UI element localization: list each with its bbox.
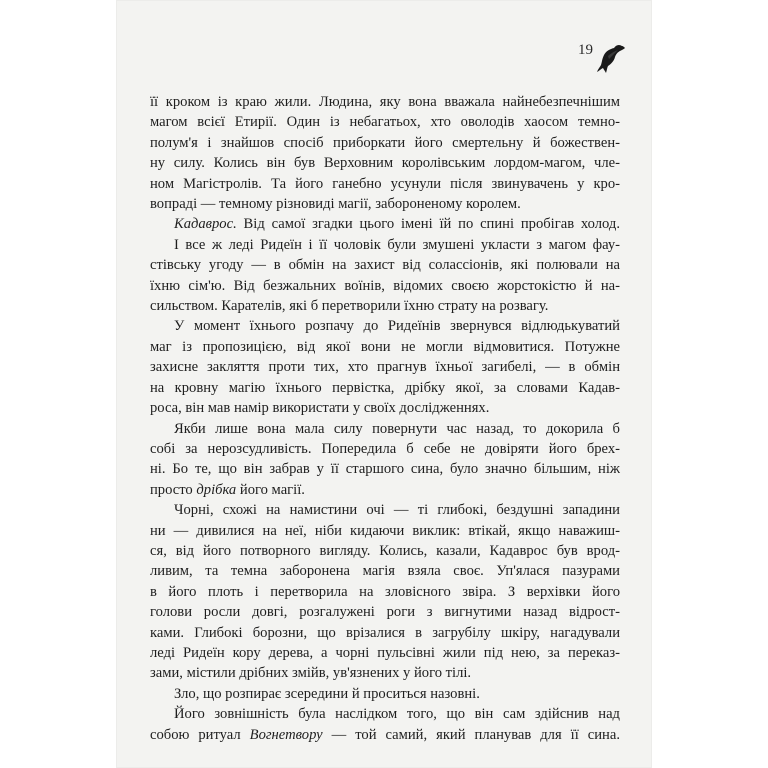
- italic-text: Вогнетвору: [249, 726, 323, 743]
- text-line: леді Ридеїн кору дерева, а чорні пульсівні жили під нею, за переказ-: [150, 644, 620, 661]
- text-line: ками. Глибокі борозни, що врізалися в загрубілу шкіру, нагадували: [150, 624, 620, 641]
- text-line: полум'я і знайшов спосіб приборкати його смертельну й божествен-: [150, 134, 620, 151]
- text-line: зами, містили дрібних змійв, ув'язнених у його тілі.: [150, 665, 472, 682]
- text-line: ні. Бо те, що він забрав у її старшого сина, було значно більшим, ніж: [150, 461, 620, 478]
- text-line: маг із пропозицією, від якої вони не могли відмовитися. Потужне: [150, 338, 620, 355]
- text-line: І все ж леді Ридеїн і її чоловік були змушені укласти з магом фау-: [174, 236, 620, 253]
- text-line: в його плоть і перетворила на зловісного звіра. З верхівки його: [150, 583, 620, 600]
- text-line: Його зовнішність була наслідком того, що він сам здійснив над: [174, 706, 620, 723]
- italic-text: дрібка: [196, 481, 237, 498]
- text-line: ся, від його потворного вигляду. Колись, казали, Кадаврос був врод-: [150, 542, 620, 559]
- text-line: собою ритуал Вогнетвору — той самий, який планував для її сина.: [150, 726, 620, 743]
- text-line: їхню сім'ю. Від безжальних воїнів, відомих своєю жорстокістю й на-: [150, 277, 620, 294]
- text-line: вопраді — темному різновиді магії, забороненому королем.: [150, 196, 521, 213]
- italic-text: Кадаврос.: [174, 216, 237, 233]
- body-text: [150, 92, 620, 745]
- text-line: Кадаврос. Від самої згадки цього імені їй по спині пробігав холод.: [174, 216, 620, 233]
- text-line: ни — дивилися на неї, ніби кидаючи виклик: втікай, якщо наважиш-: [150, 522, 620, 539]
- text-line: голови росли довгі, розгалужені роги з вигнутими назад відрост-: [150, 604, 620, 621]
- text-line: ну силу. Колись він був Верховним королівським лордом-магом, чле-: [150, 155, 620, 172]
- text-line: її кроком із краю жили. Людина, яку вона вважала найнебезпечнішим: [150, 94, 620, 110]
- text-line: Якби лише вона мала силу повернути час назад, то докорила б: [174, 420, 620, 437]
- text-line: стівську угоду — в обмін на захист від солассіонів, які полювали на: [150, 257, 620, 274]
- text-line: на кровну магію їхнього первістка, дрібку якої, за словами Кадав-: [150, 379, 620, 396]
- text-line: просто дрібка його магії.: [150, 481, 305, 498]
- page-number: 19: [578, 42, 593, 58]
- raven-icon: [596, 40, 626, 74]
- text-line: собі за нерозсудливість. Попередила б себе не довіряти його брех-: [150, 440, 620, 457]
- text-line: Зло, що розпирає зсередини й проситься назовні.: [174, 685, 480, 702]
- text-line: Чорні, схожі на намистини очі — ті глибокі, бездушні западини: [174, 502, 620, 519]
- text-line: захисне закляття проти тих, хто прагнув їхньої загибелі, — в обмін: [150, 359, 620, 376]
- text-line: сильством. Карателів, які б перетворили їхню страту на розвагу.: [150, 298, 549, 315]
- text-line: ливим, та темна заборонена магія взяла своє. Уп'ялася пазурами: [150, 563, 620, 580]
- text-line: ном Магістролів. Та його ганебно усунули після звинувачень у кро-: [150, 175, 620, 192]
- text-line: магом всієї Етирії. Один із небагатьох, хто оволодів хаосом темно-: [150, 114, 620, 131]
- text-line: роса, він мав намір використати у своїх дослідженнях.: [150, 400, 490, 417]
- text-line: У момент їхнього розпачу до Ридеїнів звернувся відлюдькуватий: [174, 318, 620, 335]
